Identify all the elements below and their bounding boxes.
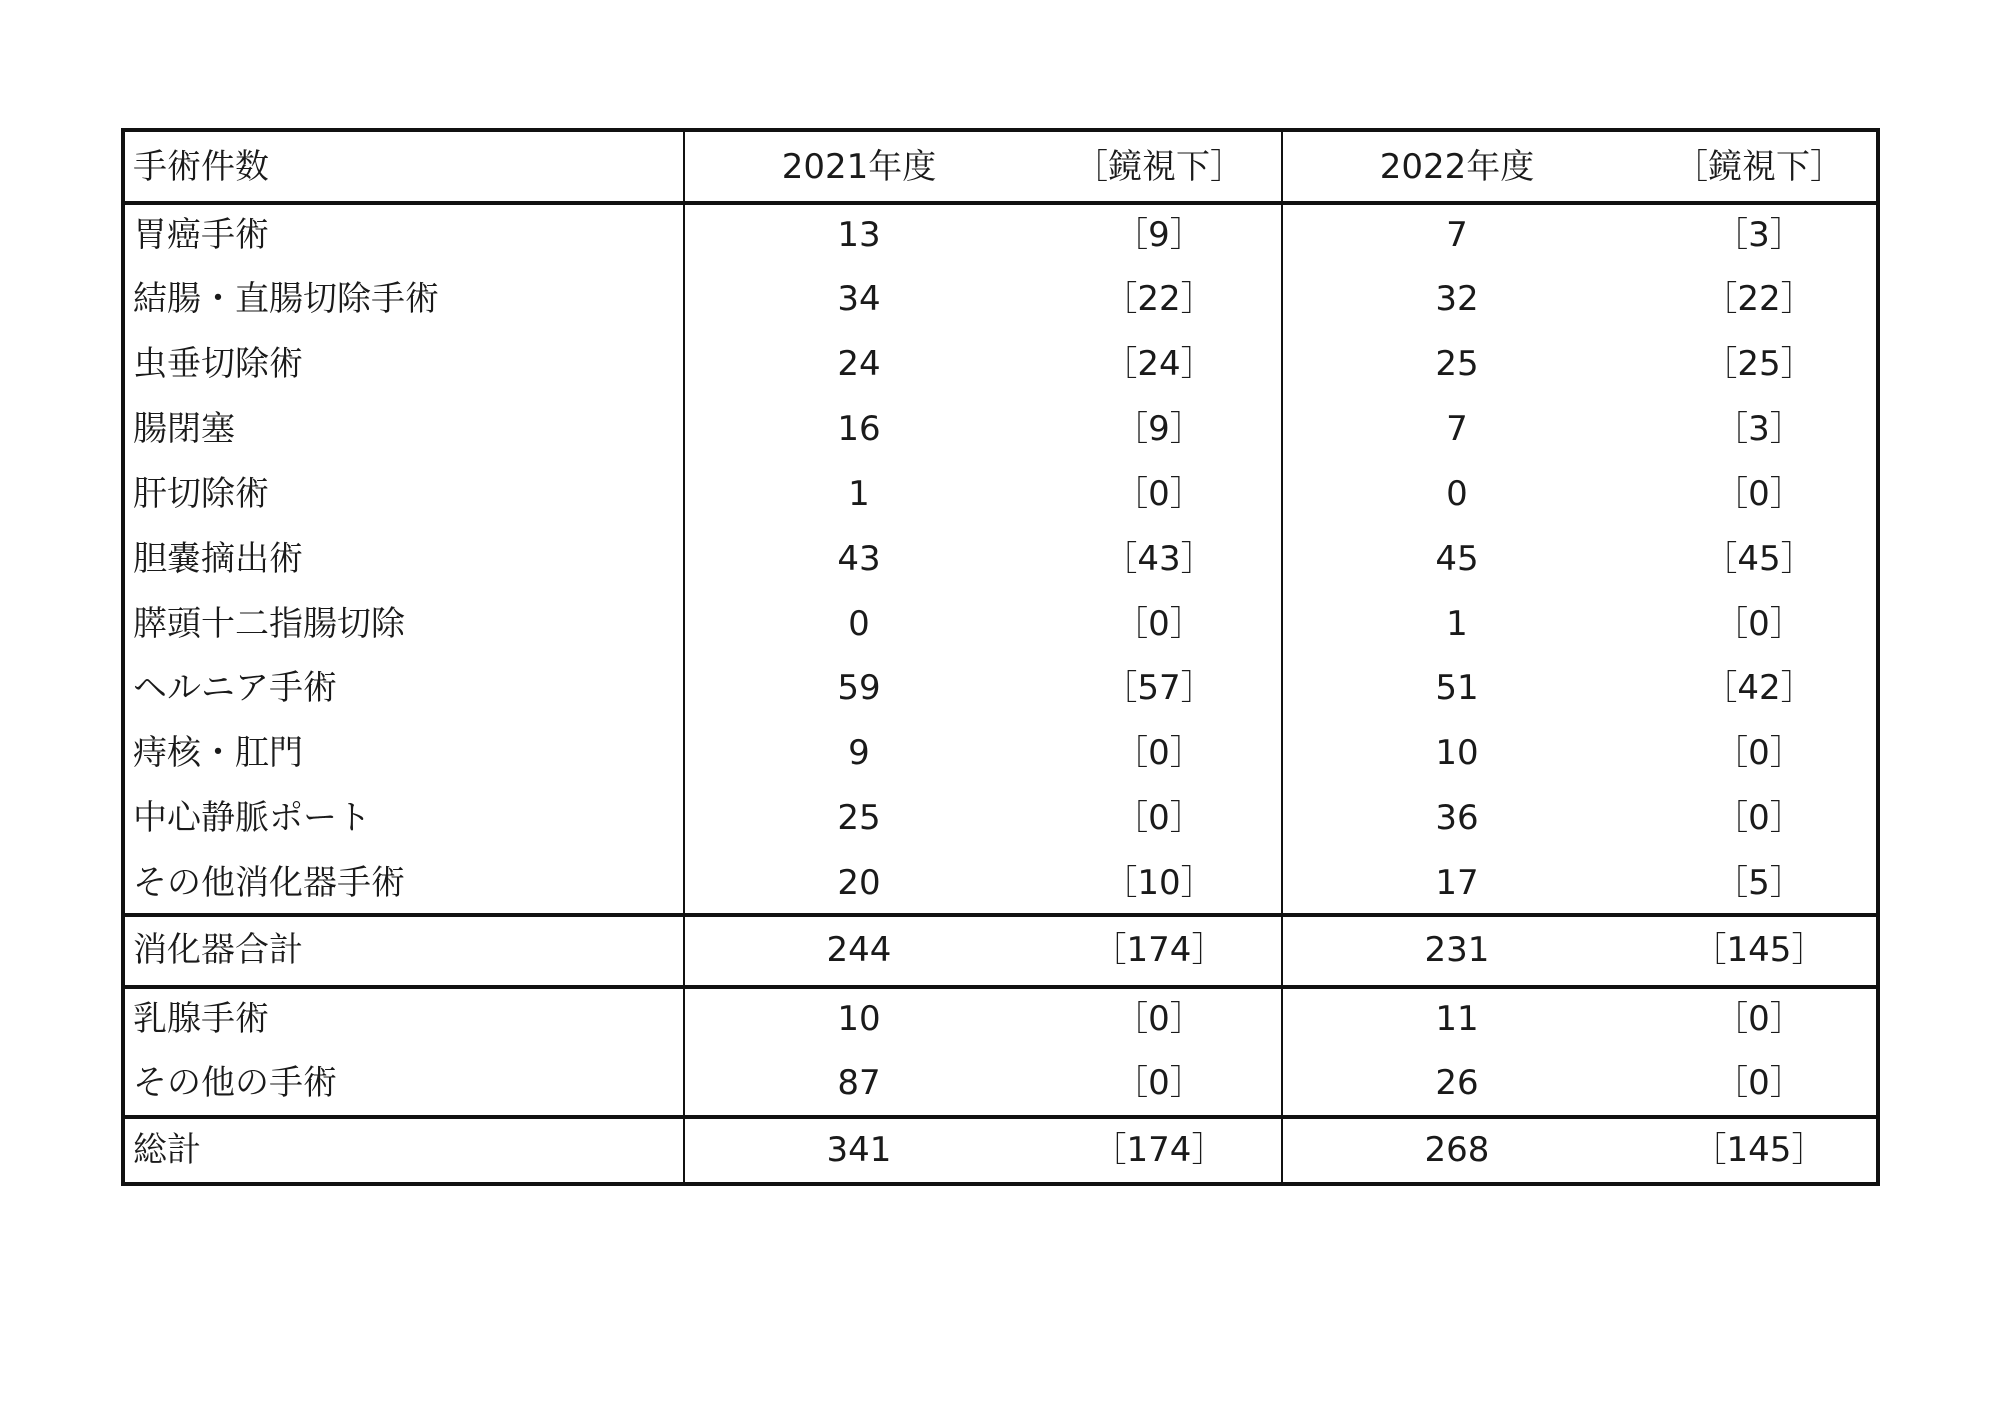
row-label: 乳腺手術 — [133, 999, 269, 1039]
value-2021: 1 — [848, 474, 870, 514]
value-2022: 25 — [1435, 344, 1479, 384]
header-label: 手術件数 — [133, 147, 269, 187]
row-label: ヘルニア手術 — [133, 668, 337, 708]
row-label: 結腸・直腸切除手術 — [133, 279, 439, 319]
value-2022: 10 — [1435, 733, 1479, 773]
header-2022-scope: ［鏡視下］ — [1674, 147, 1844, 187]
grand-total-section — [125, 1119, 1876, 1182]
row-label: 消化器合計 — [133, 930, 303, 970]
value-2021: 16 — [837, 409, 881, 449]
scope-2022: ［0］ — [1714, 474, 1804, 514]
value-2022: 11 — [1435, 999, 1479, 1039]
value-2022: 17 — [1435, 863, 1479, 903]
scope-2021: ［9］ — [1114, 215, 1204, 255]
scope-2021: ［0］ — [1114, 604, 1204, 644]
value-2021: 0 — [848, 604, 870, 644]
scope-2022: ［0］ — [1714, 733, 1804, 773]
scope-2022: ［3］ — [1714, 215, 1804, 255]
other-section — [125, 989, 1876, 1119]
scope-2022: ［3］ — [1714, 409, 1804, 449]
value-2022: 32 — [1435, 279, 1479, 319]
value-2022: 268 — [1424, 1130, 1490, 1170]
table-row — [125, 1051, 1876, 1115]
value-2022: 45 — [1435, 539, 1479, 579]
value-2021: 244 — [826, 930, 892, 970]
scope-2021: ［0］ — [1114, 1063, 1204, 1103]
header-2021: 2021年度 — [781, 147, 937, 187]
value-2021: 13 — [837, 215, 881, 255]
value-2022: 231 — [1424, 930, 1490, 970]
row-label: 肝切除術 — [133, 474, 269, 514]
scope-2021: ［57］ — [1103, 668, 1215, 708]
header-2021-scope: ［鏡視下］ — [1074, 147, 1244, 187]
table-row — [125, 656, 1876, 720]
scope-2022: ［25］ — [1703, 344, 1815, 384]
scope-2022: ［145］ — [1692, 1130, 1826, 1170]
row-label: 胃癌手術 — [133, 215, 269, 255]
scope-2021: ［43］ — [1103, 539, 1215, 579]
row-label: 腸閉塞 — [133, 409, 235, 449]
value-2021: 87 — [837, 1063, 881, 1103]
value-2021: 9 — [848, 733, 870, 773]
scope-2022: ［45］ — [1703, 539, 1815, 579]
row-label: 膵頭十二指腸切除 — [133, 604, 405, 644]
surgery-count-table — [121, 128, 1880, 1186]
scope-2021: ［10］ — [1103, 863, 1215, 903]
scope-2022: ［5］ — [1714, 863, 1804, 903]
digestive-total-section — [125, 917, 1876, 989]
value-2022: 36 — [1435, 798, 1479, 838]
table-header — [125, 132, 1876, 205]
value-2022: 51 — [1435, 668, 1479, 708]
value-2021: 43 — [837, 539, 881, 579]
table-row — [125, 203, 1876, 267]
table-row — [125, 267, 1876, 331]
table-row — [125, 332, 1876, 396]
scope-2021: ［174］ — [1092, 1130, 1226, 1170]
scope-2022: ［22］ — [1703, 279, 1815, 319]
row-label: その他消化器手術 — [133, 863, 405, 903]
row-label: 中心静脈ポート — [133, 798, 371, 838]
scope-2022: ［42］ — [1703, 668, 1815, 708]
scope-2022: ［0］ — [1714, 999, 1804, 1039]
scope-2021: ［0］ — [1114, 733, 1204, 773]
header-row — [125, 135, 1876, 199]
scope-2022: ［0］ — [1714, 1063, 1804, 1103]
table-row — [125, 462, 1876, 526]
row-label: 虫垂切除術 — [133, 344, 303, 384]
value-2021: 34 — [837, 279, 881, 319]
row-label: その他の手術 — [133, 1063, 337, 1103]
scope-2021: ［9］ — [1114, 409, 1204, 449]
table-row — [125, 987, 1876, 1051]
value-2021: 25 — [837, 798, 881, 838]
scope-2021: ［174］ — [1092, 930, 1226, 970]
scope-2021: ［22］ — [1103, 279, 1215, 319]
scope-2021: ［0］ — [1114, 798, 1204, 838]
value-2022: 7 — [1446, 215, 1468, 255]
table-row — [125, 786, 1876, 850]
value-2022: 26 — [1435, 1063, 1479, 1103]
scope-2021: ［24］ — [1103, 344, 1215, 384]
scope-2021: ［0］ — [1114, 474, 1204, 514]
value-2021: 341 — [826, 1130, 892, 1170]
digestive-total-row — [125, 918, 1876, 982]
value-2021: 20 — [837, 863, 881, 903]
row-label: 総計 — [133, 1130, 201, 1170]
scope-2021: ［0］ — [1114, 999, 1204, 1039]
table-row — [125, 721, 1876, 785]
value-2022: 7 — [1446, 409, 1468, 449]
scope-2022: ［0］ — [1714, 798, 1804, 838]
row-label: 痔核・肛門 — [133, 733, 303, 773]
row-label: 胆嚢摘出術 — [133, 539, 303, 579]
table-row — [125, 592, 1876, 656]
table-row — [125, 527, 1876, 591]
header-2022: 2022年度 — [1379, 147, 1535, 187]
value-2022: 0 — [1446, 474, 1468, 514]
scope-2022: ［145］ — [1692, 930, 1826, 970]
value-2022: 1 — [1446, 604, 1468, 644]
table-row — [125, 397, 1876, 461]
scope-2022: ［0］ — [1714, 604, 1804, 644]
digestive-section — [125, 205, 1876, 917]
table-row — [125, 851, 1876, 915]
value-2021: 10 — [837, 999, 881, 1039]
value-2021: 59 — [837, 668, 881, 708]
value-2021: 24 — [837, 344, 881, 384]
grand-total-row — [125, 1118, 1876, 1182]
